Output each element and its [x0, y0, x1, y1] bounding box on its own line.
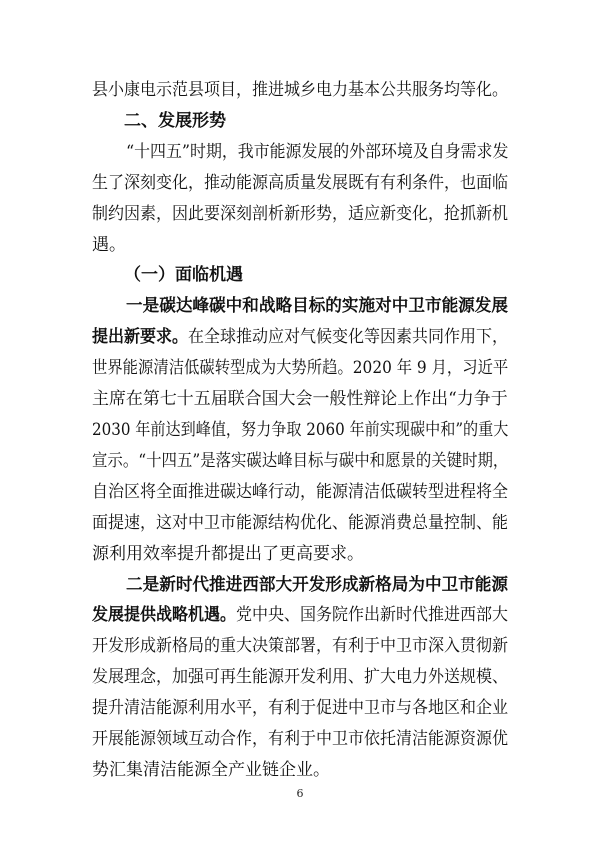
text-run-bold: 提出新要求。: [92, 327, 189, 347]
subsection-heading: [124, 265, 243, 285]
text-line-9: [92, 327, 508, 347]
text-run: 自治区将全面推进碳达峰行动，能源清洁低碳转型进程将全: [92, 482, 509, 502]
text-line-18: [92, 605, 508, 625]
text-run: 宣示。“十四五”是落实碳达峰目标与碳中和愿景的关键时期，: [92, 451, 509, 471]
text-line-17: [126, 575, 508, 595]
text-run-bold: 发展提供战略机遇。: [92, 605, 237, 625]
text-line-21: [92, 698, 508, 718]
text-line-14: [92, 482, 508, 502]
text-line-10: [92, 358, 508, 378]
text-line-12: [92, 420, 508, 440]
text-line-16: [92, 544, 364, 564]
text-run: 发展理念，加强可再生能源开发利用、扩大电力外送规模、: [92, 667, 509, 687]
text-run: 县小康电示范县项目，推进城乡电力基本公共服务均等化。: [92, 80, 509, 100]
text-run: 二是新时代推进西部大开发形成新格局为中卫市能源: [126, 575, 509, 595]
text-run: 2030 年前达到峰值，努力争取 2060 年前实现碳中和”的重大: [92, 420, 509, 440]
section-heading: [124, 111, 226, 131]
text-run: 党中央、国务院作出新时代推进西部大: [236, 605, 509, 625]
text-line-6: [92, 235, 126, 255]
text-run: 主席在第七十五届联合国大会一般性辩论上作出“力争于: [92, 389, 508, 409]
text-run: 开展能源领域互动合作，有利于中卫市依托清洁能源资源优: [92, 729, 509, 749]
text-line-23: [92, 760, 330, 780]
text-line-15: [92, 513, 508, 533]
text-line-22: [92, 729, 508, 749]
text-run: 源利用效率提升都提出了更高要求。: [92, 544, 364, 564]
text-run: 生了深刻变化，推动能源高质量发展既有有利条件，也面临: [92, 173, 509, 193]
page-number: 6: [296, 787, 304, 800]
text-line-5: [92, 204, 508, 224]
text-line-20: [92, 667, 508, 687]
text-line-8: [126, 296, 508, 316]
text-run: 开发形成新格局的重大决策部署，有利于中卫市深入贯彻新: [92, 636, 509, 656]
text-line-13: [92, 451, 508, 471]
text-line-3: [126, 142, 508, 162]
text-run: （一）面临机遇: [124, 265, 243, 285]
text-line-1: [92, 80, 508, 100]
text-run: 世界能源清洁低碳转型成为大势所趋。2020 年 9 月，习近平: [92, 358, 509, 378]
text-run: “十四五”时期，我市能源发展的外部环境及自身需求发: [126, 142, 509, 162]
text-run: 提升清洁能源利用水平，有利于促进中卫市与各地区和企业: [92, 698, 509, 718]
text-run: 遇。: [92, 235, 126, 255]
text-line-4: [92, 173, 508, 193]
text-run: 在全球推动应对气候变化等因素共同作用下，: [188, 327, 509, 347]
text-run: 面提速，这对中卫市能源结构优化、能源消费总量控制、能: [92, 513, 509, 533]
text-line-19: [92, 636, 508, 656]
text-run: 势汇集清洁能源全产业链企业。: [92, 760, 330, 780]
text-run: 制约因素，因此要深刻剖析新形势，适应新变化，抢抓新机: [92, 204, 509, 224]
text-run: 二、发展形势: [124, 111, 226, 131]
text-line-11: [92, 389, 508, 409]
text-run: 一是碳达峰碳中和战略目标的实施对中卫市能源发展: [126, 296, 509, 316]
